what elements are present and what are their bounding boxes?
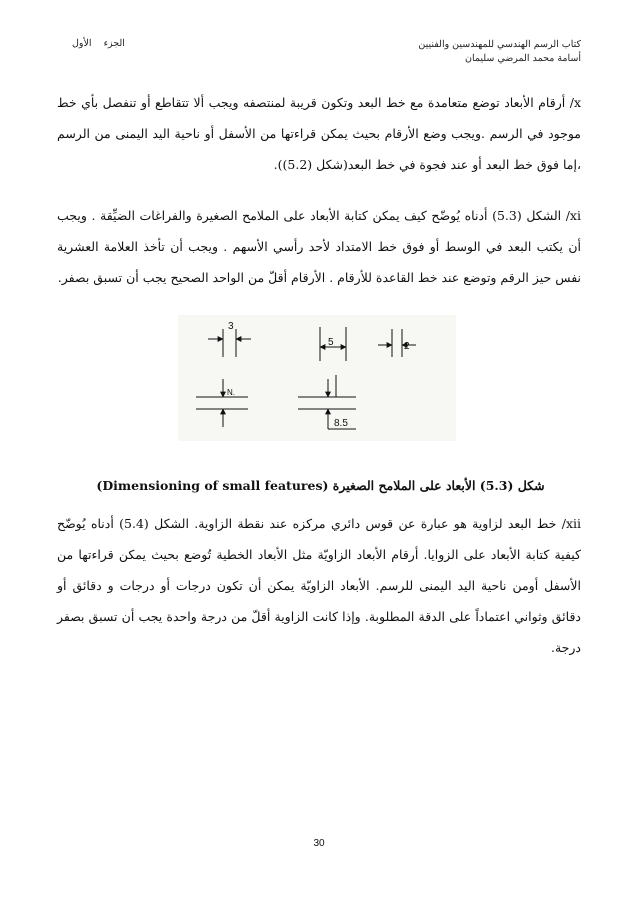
figure-caption: شكل (5.3) الأبعاد على الملامح الصغيرة (Dimensioning of small features)	[96, 478, 545, 493]
page-header	[321, 38, 581, 66]
part-value: الأول	[72, 38, 92, 49]
book-title: كتاب الرسم الهندسي للمهندسين والفنيين	[418, 39, 581, 50]
paragraph-xii: xii/ خط البعد لزاوية هو عبارة عن قوس دائري مركزه عند نقطة الزاوية. الشكل (5.4) أدناه يُوضّح كيفية كتابة الأبعاد على الزوايا. أرقام الأبعاد الزاويّة مثل الأبعاد الخطية تُوضع بحيث يمكن قراءتها من الأسفل أومن ناحية اليد اليمنى للرسم. الأبعاد الزاويّة يمكن أن تكون درجات أو درجات و دقائق أو دقائق وثواني اعتماداً على الدقة المطلوبة. وإذا كانت الزاوية أقلّ من درجة واحدة يجب أن تسبق بصفر درجة.	[57, 516, 581, 655]
part-label: الجزء	[103, 38, 125, 49]
dim-label-5: 5	[328, 337, 334, 348]
paragraph-xi: xi/ الشكل (5.3) أدناه يُوضّح كيف يمكن كتابة الأبعاد على الملامح الصغيرة والفراغات الضيِّقة . ويجب أن يكتب البعد في الوسط أو فوق خط الامتداد لأحد رأسي الأسهم . ويجب أن تأخذ العلامة العشرية نفس حيز الرقم وتوضع عند خط القاعدة للأرقام . الأرقام أقلّ من الواحد الصحيح يجب أن تسبق بصفر.	[57, 208, 581, 285]
part-indicator	[60, 38, 180, 49]
dimension-drawing	[178, 315, 456, 441]
paragraph-x: x/ أرقام الأبعاد توضع متعامدة مع خط البعد وتكون قريبة لمنتصفه ويجب ألا تتقاطع أو تنفصل بأي خط موجود في الرسم .ويجب وضع الأرقام بحيث يمكن قراءتها من الأسفل أو ناحية اليد اليمنى من الرسم ،إما فوق خط البعد أو عند فجوة في خط البعد(شكل (5.2)).	[57, 95, 581, 172]
author-name: أسامة محمد المرضي سليمان	[464, 53, 581, 64]
page-number: 30	[313, 838, 325, 849]
figure-small-features	[178, 315, 456, 441]
dim-label-n: N.	[227, 388, 235, 397]
dim-label-2: 2	[404, 341, 410, 352]
dim-label-3: 3	[228, 321, 234, 332]
dim-label-8-5: 8.5	[334, 418, 348, 429]
